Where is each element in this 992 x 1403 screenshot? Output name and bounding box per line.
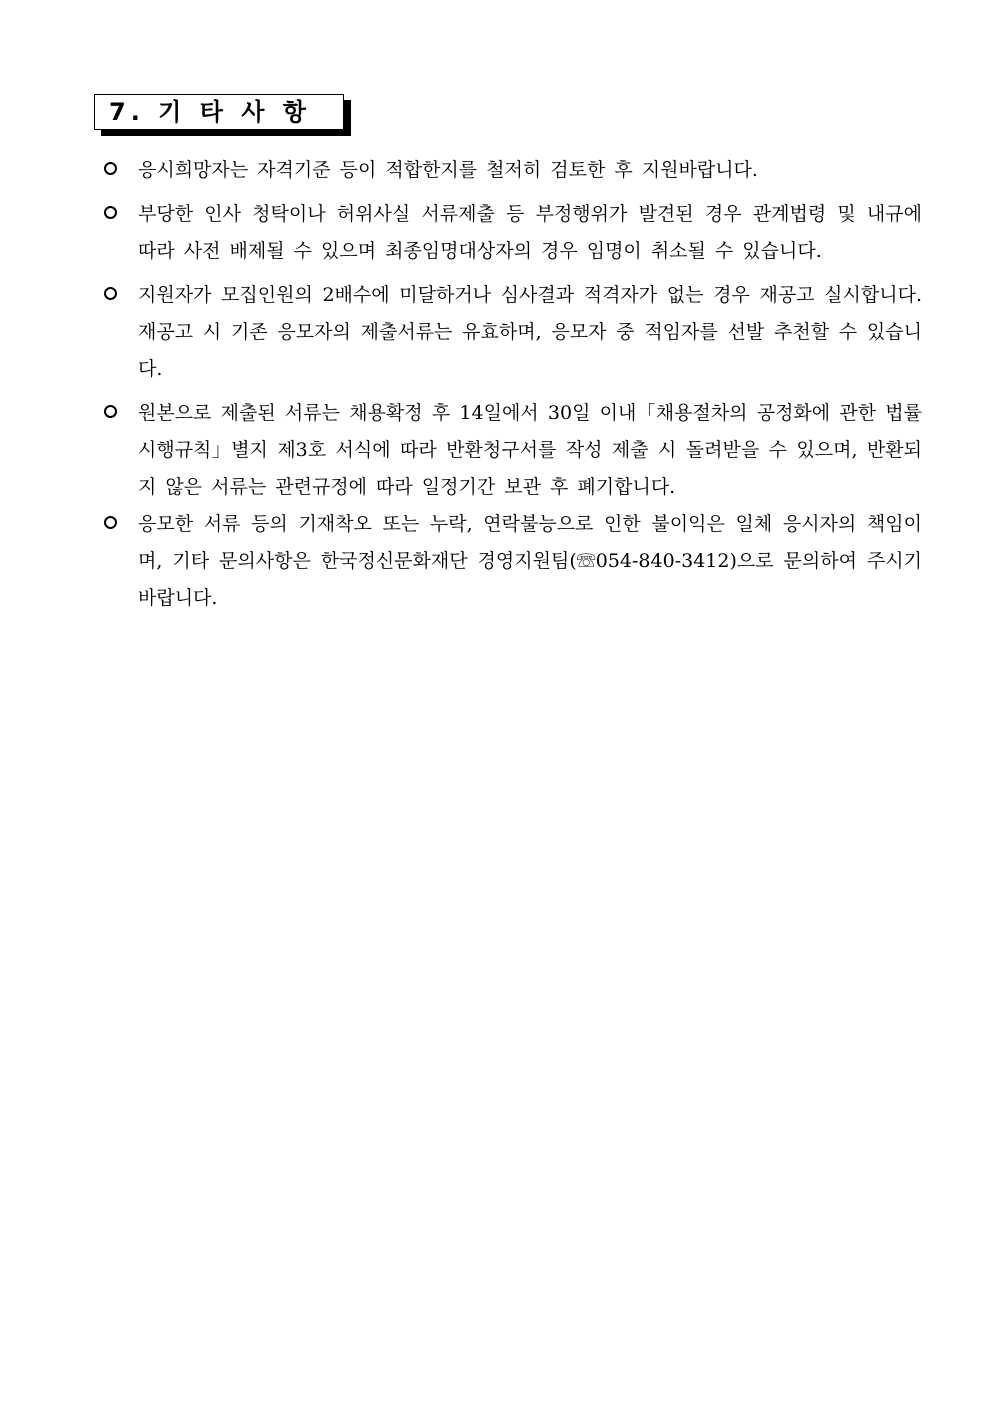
- notice-text: 원본으로 제출된 서류는 채용확정 후 14일에서 30일 이내「채용절차의 공정화에 관한 법률 시행규칙」별지 제3호 서식에 따라 반환청구서를 작성 제출 시 돌려받을 수 있으며, 반환되지 않은 서류는 관련규정에 따라 일정기간 보관 후 폐기합니다.: [138, 402, 922, 498]
- notice-item: [104, 196, 922, 270]
- notice-item: [104, 395, 922, 506]
- circle-bullet-icon: [104, 287, 117, 300]
- notice-item: [104, 152, 922, 189]
- circle-bullet-icon: [104, 206, 117, 219]
- section-heading: 7. 기 타 사 항: [109, 98, 311, 126]
- circle-bullet-icon: [104, 516, 117, 529]
- circle-bullet-icon: [104, 405, 117, 418]
- section-heading-box: [94, 94, 344, 130]
- notice-item: [104, 277, 922, 388]
- notice-text: 응시희망자는 자격기준 등이 적합한지를 철저히 검토한 후 지원바랍니다.: [138, 159, 758, 181]
- notice-item: [104, 506, 922, 617]
- notice-text: 부당한 인사 청탁이나 허위사실 서류제출 등 부정행위가 발견된 경우 관계법령 및 내규에 따라 사전 배제될 수 있으며 최종임명대상자의 경우 임명이 취소될 수 있습니다.: [138, 203, 922, 262]
- circle-bullet-icon: [104, 162, 117, 175]
- notice-text: 지원자가 모집인원의 2배수에 미달하거나 심사결과 적격자가 없는 경우 재공고 실시합니다. 재공고 시 기존 응모자의 제출서류는 유효하며, 응모자 중 적임자를 선발 추천할 수 있습니다.: [138, 284, 922, 380]
- notice-text: 응모한 서류 등의 기재착오 또는 누락, 연락불능으로 인한 불이익은 일체 응시자의 책임이며, 기타 문의사항은 한국정신문화재단 경영지원팀(☏054-840-3412)으로 문의하여 주시기 바랍니다.: [138, 513, 922, 609]
- notice-list: [104, 152, 922, 624]
